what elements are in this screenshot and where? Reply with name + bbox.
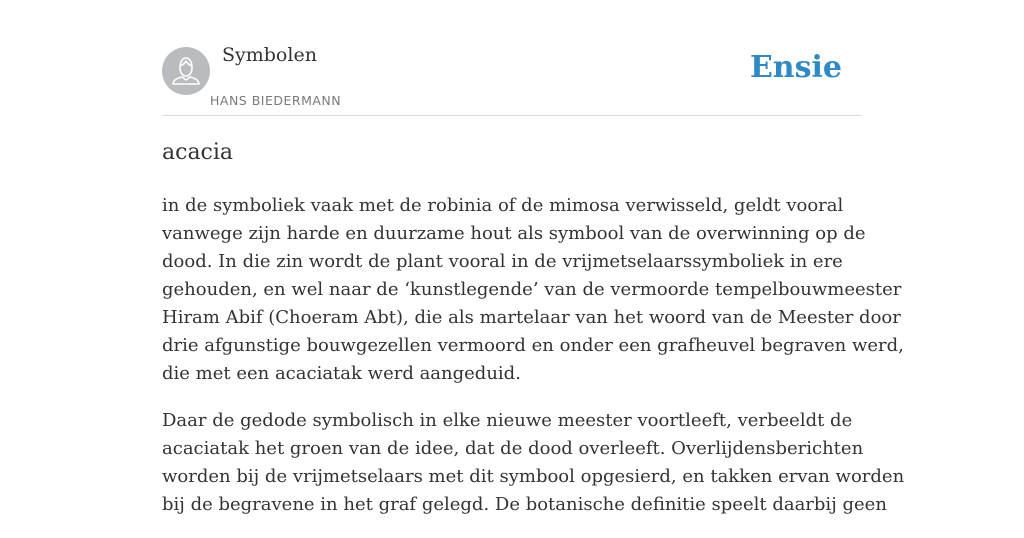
text-line: in de symboliek vaak met de robinia of de mimosa verwisseld, geldt vooral (162, 195, 844, 216)
entry-paragraph (162, 407, 905, 519)
text-line: bij de begravene in het graf gelegd. De botanische definitie speelt daarbij geen (162, 494, 887, 515)
collection-title[interactable]: Symbolen (222, 44, 317, 66)
text-line: die met een acaciatak werd aangeduid. (162, 363, 521, 384)
text-line: Hiram Abif (Choeram Abt), die als martelaar van het woord van de Meester door (162, 307, 901, 328)
text-line: gehouden, en wel naar de ‘kunstlegende’ van de vermoorde tempelbouwmeester (162, 279, 902, 300)
author-name[interactable]: HANS BIEDERMANN (210, 93, 342, 108)
entry-paragraph (162, 192, 904, 388)
user-avatar-icon[interactable] (162, 47, 210, 95)
site-logo[interactable]: Ensie (749, 50, 842, 85)
text-line: acaciatak het groen van de idee, dat de dood overleeft. Overlijdensberichten (162, 438, 864, 459)
entry-body (162, 192, 905, 538)
text-line: Daar de gedode symbolisch in elke nieuwe meester voortleeft, verbeeldt de (162, 410, 853, 431)
text-line: worden bij de vrijmetselaars met dit symbool opgesierd, en takken ervan worden (162, 466, 905, 487)
entry-title: acacia (162, 140, 234, 165)
text-line: drie afgunstige bouwgezellen vermoord en onder een grafheuvel begraven werd, (162, 335, 904, 356)
text-line: vanwege zijn harde en duurzame hout als symbool van de overwinning op de (162, 223, 866, 244)
header-divider (162, 115, 862, 116)
text-line: dood. In die zin wordt de plant vooral in de vrijmetselaarssymboliek in ere (162, 251, 843, 272)
